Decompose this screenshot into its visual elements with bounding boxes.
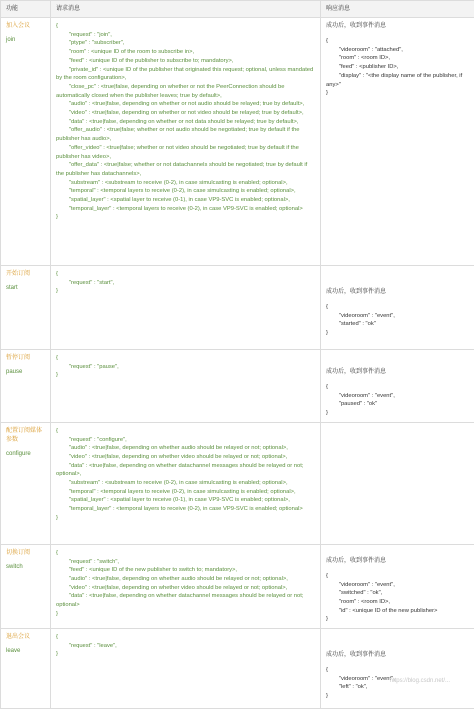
code-line: { [326,37,469,46]
function-name-cn: 开始订阅 [6,270,45,279]
function-cell [1,422,51,544]
function-name-cn: 暂停订阅 [6,354,45,363]
code-line: { [326,666,469,675]
code-line: "temporal_layer" : <temporal layers to receive (0-2), in case VP9-SVC is enabled; optional> [56,505,315,514]
response-code [326,37,469,98]
code-line: "request" : "join", [56,31,315,40]
code-line: "offer_audio" : <true|false; whether or not audio should be negotiated; true by default if the publisher has audio>, [56,126,315,143]
function-cell [1,350,51,423]
code-line: { [56,354,315,363]
code-line: } [326,89,469,98]
code-line: "private_id" : <unique ID of the publisher that originated this request; optional, unless mandated by the room configuration>, [56,66,315,83]
code-line: "spatial_layer" : <spatial layer to receive (0-1), in case VP9-SVC is enabled; optional>, [56,196,315,205]
code-line: "videoroom" : "event", [326,312,469,321]
code-line: { [56,549,315,558]
code-line: "videoroom" : "event", [326,392,469,401]
response-cell [321,266,474,350]
code-line: { [326,383,469,392]
code-line: "paused" : "ok" [326,400,469,409]
code-line: "request" : "leave", [56,642,315,651]
code-line: "substream" : <substream to receive (0-2), in case simulcasting is enabled; optional>, [56,179,315,188]
function-name-cn: 切换订阅 [6,549,45,558]
code-line: } [326,615,469,624]
code-line: "feed" : <unique ID of the new publisher to switch to; mandatory>, [56,566,315,575]
code-line: } [56,610,315,619]
code-line: "data" : <true|false, depending on whether or not data should be relayed; true by default>, [56,118,315,127]
request-cell [51,18,321,266]
response-code [326,303,469,338]
code-line: "room" : <room ID>, [326,54,469,63]
table-row [1,422,474,544]
response-cell [321,629,474,709]
code-line: "temporal" : <temporal layers to receive (0-2), in case simulcasting is enabled; optional>, [56,187,315,196]
function-name-en: switch [6,563,45,572]
response-code [326,572,469,624]
code-line: "started" : "ok" [326,320,469,329]
function-name-en: configure [6,450,45,459]
response-code [326,383,469,418]
code-line: { [326,303,469,312]
code-line: "audio" : <true|false, depending on whether or not audio should be relayed; true by default>, [56,100,315,109]
code-line: "close_pc" : <true|false, depending on whether or not the PeerConnection should be automatically closed when the publisher leaves; true by default>, [56,83,315,100]
code-line: } [56,287,315,296]
table-row [1,350,474,423]
function-name-cn: 加入会议 [6,22,45,31]
code-line: { [56,633,315,642]
code-line: "request" : "start", [56,279,315,288]
code-line: } [326,692,469,701]
table-row [1,18,474,266]
table-header-row [1,1,474,18]
code-line: } [326,409,469,418]
code-line: "switched" : "ok", [326,589,469,598]
function-cell [1,544,51,628]
request-code [56,270,315,296]
code-line: "videoroom" : "event", [326,675,469,684]
response-cell [321,544,474,628]
code-line: "feed" : <unique ID of the publisher to subscribe to; mandatory>, [56,57,315,66]
function-name-en: join [6,36,45,45]
function-name-en: leave [6,647,45,656]
response-label: 成功后，收到事件消息 [326,557,469,566]
header-request: 请求消息 [51,1,321,18]
code-line: "audio" : <true|false, depending on whether audio should be relayed or not; optional>, [56,444,315,453]
table-row [1,544,474,628]
code-line: "room" : <unique ID of the room to subscribe in>, [56,48,315,57]
code-line: "display" : "<the display name of the publisher, if any>" [326,72,469,89]
code-line: { [56,270,315,279]
code-line: "request" : "configure", [56,436,315,445]
code-line: "temporal_layer" : <temporal layers to receive (0-2), in case VP9-SVC is enabled; optional> [56,205,315,214]
code-line: "temporal" : <temporal layers to receive (0-2), in case simulcasting is enabled; optional>, [56,488,315,497]
function-name-en: start [6,284,45,293]
request-code [56,549,315,619]
code-line: "left" : "ok", [326,683,469,692]
code-line: "data" : <true|false, depending on whether datachannel messages should be relayed or not; optional> [56,592,315,609]
request-code [56,354,315,380]
header-response: 响应消息 [321,1,474,18]
response-cell [321,18,474,266]
code-line: { [56,427,315,436]
function-name-en: pause [6,368,45,377]
request-code [56,633,315,659]
code-line: } [56,213,315,222]
header-function: 功能 [1,1,51,18]
function-name-cn: 退出会议 [6,633,45,642]
code-line: "substream" : <substream to receive (0-2), in case simulcasting is enabled; optional>, [56,479,315,488]
request-code [56,427,315,523]
code-line: "room" : <room ID>, [326,598,469,607]
code-line: "request" : "pause", [56,363,315,372]
request-cell [51,422,321,544]
response-cell [321,350,474,423]
code-line: } [56,514,315,523]
request-code [56,22,315,222]
request-cell [51,544,321,628]
watermark: https://blog.csdn.net/... [390,678,450,684]
request-cell [51,350,321,423]
function-cell [1,18,51,266]
code-line: } [56,650,315,659]
function-cell [1,266,51,350]
code-line: "offer_data" : <true|false; whether or not datachannels should be negotiated; true by default if the publisher has datachannels>, [56,161,315,178]
code-line: } [326,329,469,338]
code-line: "feed" : <publisher ID>, [326,63,469,72]
response-label: 成功后，收到事件消息 [326,368,469,377]
code-line: "offer_video" : <true|false; whether or not video should be negotiated; true by default if the publisher has video>, [56,144,315,161]
table-row [1,629,474,709]
code-line: { [56,22,315,31]
function-name-cn: 配置订阅媒体参数 [6,427,45,445]
code-line: { [326,572,469,581]
code-line: "videoroom" : "event", [326,581,469,590]
table-row [1,266,474,350]
code-line: "video" : <true|false, depending on whether video should be relayed or not; optional>, [56,584,315,593]
response-label: 成功后，收到事件消息 [326,22,469,31]
response-label: 成功后，收到事件消息 [326,651,469,660]
request-cell [51,629,321,709]
code-line: "spatial_layer" : <spatial layer to receive (0-1), in case VP9-SVC is enabled; optional>, [56,496,315,505]
code-line: "id" : <unique ID of the new publisher> [326,607,469,616]
response-cell [321,422,474,544]
code-line: "video" : <true|false, depending on whether or not video should be relayed; true by default>, [56,109,315,118]
function-cell [1,629,51,709]
code-line: "videoroom" : "attached", [326,46,469,55]
code-line: "ptype" : "subscriber", [56,39,315,48]
code-line: "request" : "switch", [56,558,315,567]
code-line: } [56,371,315,380]
request-cell [51,266,321,350]
code-line: "data" : <true|false, depending on whether datachannel messages should be relayed or not; optional>, [56,462,315,479]
code-line: "video" : <true|false, depending on whether video should be relayed or not; optional>, [56,453,315,462]
code-line: "audio" : <true|false, depending on whether audio should be relayed or not; optional>, [56,575,315,584]
response-label: 成功后，收到事件消息 [326,288,469,297]
